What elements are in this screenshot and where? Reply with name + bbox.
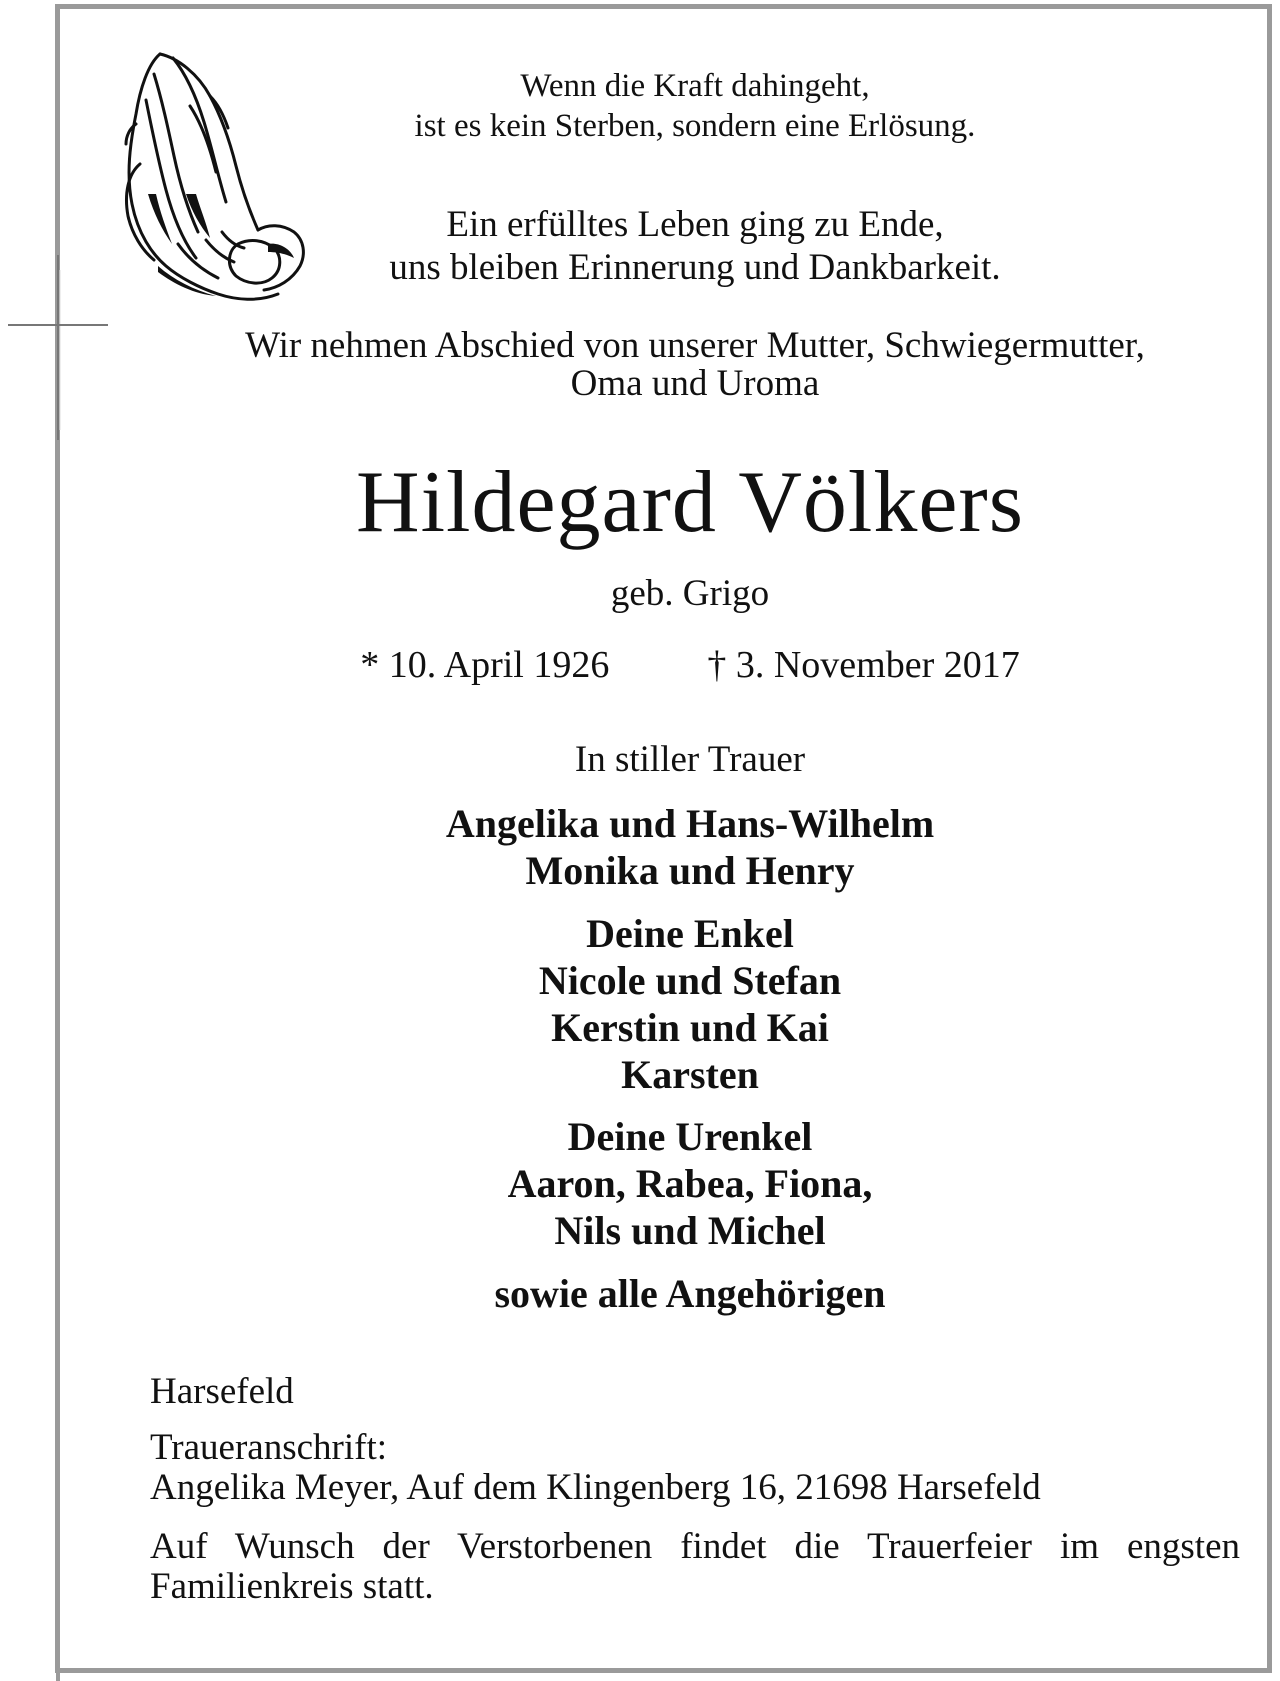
verse-line: Ein erfülltes Leben ging zu Ende, (446, 204, 944, 245)
family-group-great-grandchildren (140, 1113, 1240, 1254)
second-verse (330, 203, 1060, 289)
opening-verse (330, 66, 1060, 146)
farewell-intro (150, 327, 1240, 403)
family-group-children (140, 800, 1240, 894)
family-line: sowie alle Angehörigen (494, 1271, 886, 1316)
deceased-name: Hildegard Völkers (356, 454, 1024, 551)
family-line: Aaron, Rabea, Fiona, (507, 1161, 873, 1206)
address-label: Traueranschrift: (150, 1427, 388, 1468)
family-line: Nils und Michel (554, 1208, 826, 1253)
intro-line: Oma und Uroma (570, 363, 820, 404)
funeral-note: Auf Wunsch der Verstorbenen findet die Trauerfeier im engsten Familienkreis statt. (150, 1526, 1240, 1607)
cross-icon (0, 0, 120, 1681)
mourning-line: In stiller Trauer (574, 739, 806, 780)
family-line: Monika und Henry (525, 848, 855, 893)
death-date: † 3. November 2017 (707, 644, 1020, 686)
birth-name: geb. Grigo (610, 573, 770, 614)
family-line: Deine Urenkel (567, 1114, 813, 1159)
intro-line: Wir nehmen Abschied von unserer Mutter, Schwiegermutter, (245, 325, 1145, 366)
birth-date: * 10. April 1926 (360, 644, 610, 686)
mourning-address: Angelika Meyer, Auf dem Klingenberg 16, 21698 Harsefeld (150, 1467, 1041, 1508)
family-line: Karsten (621, 1052, 759, 1097)
family-group-grandchildren (140, 910, 1240, 1098)
verse-line: Wenn die Kraft dahingeht, (520, 68, 870, 104)
family-line: Nicole und Stefan (538, 958, 842, 1003)
verse-line: ist es kein Sterben, sondern eine Erlösung. (414, 108, 976, 144)
family-line: Deine Enkel (586, 911, 794, 956)
family-line: Angelika und Hans-Wilhelm (445, 801, 935, 846)
praying-hands-icon (118, 44, 308, 306)
place: Harsefeld (150, 1371, 294, 1412)
verse-line: uns bleiben Erinnerung und Dankbarkeit. (389, 247, 1001, 288)
life-dates (140, 643, 1240, 687)
family-line: Kerstin und Kai (551, 1005, 829, 1050)
family-group-relatives (140, 1270, 1240, 1317)
